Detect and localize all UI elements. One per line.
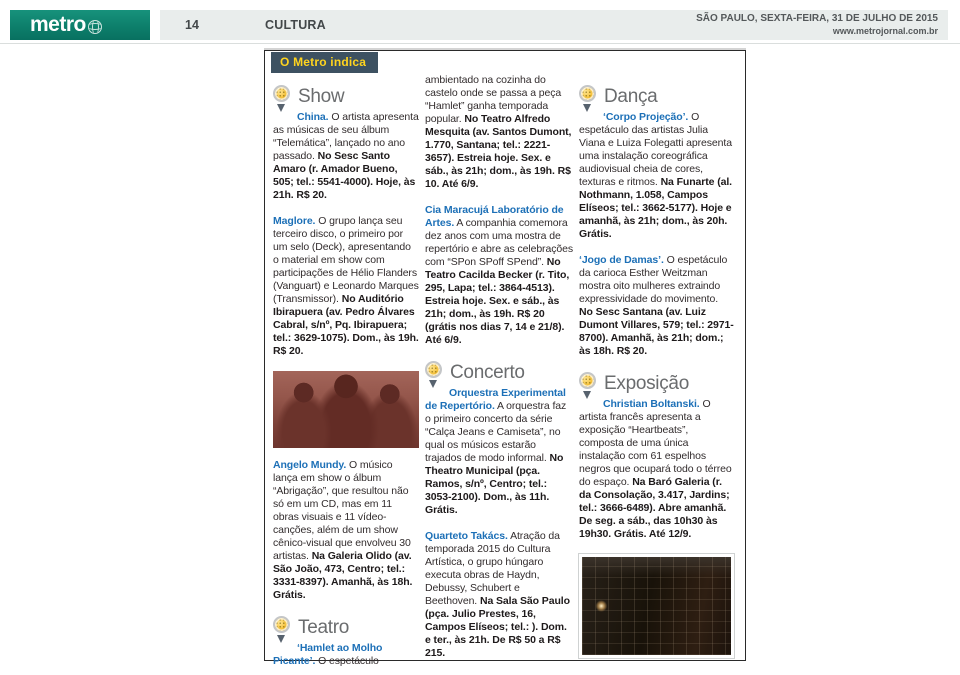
listing-lead: Quarteto Takács. xyxy=(425,530,508,542)
angelo-mundy-band-photo xyxy=(273,371,419,448)
metro-logo xyxy=(10,10,150,40)
listing-angelo-mundy xyxy=(273,459,419,602)
edition-date: SÃO PAULO, SEXTA-FEIRA, 31 DE JULHO DE 2015 xyxy=(696,13,938,24)
balloon-pin-icon xyxy=(273,616,293,644)
balloon-ball-icon xyxy=(425,361,442,378)
header-bar xyxy=(160,10,948,40)
listing-venue: No Auditório Ibirapuera (av. Pedro Álvares Cabral, s/nº, Pq. Ibirapuera; tel.: 3629-1075). Dom., às 19h. R$ 20. xyxy=(273,293,419,357)
section-heading-concerto xyxy=(425,360,574,386)
listing-lead: China. xyxy=(297,111,329,123)
listing-venue: No Theatro Municipal (pça. Ramos, s/nº, Centro; tel.: 3053-2100). Dom., às 11h. Grátis. xyxy=(425,452,564,516)
listing-body: O artista francês apresenta a exposição “Heartbeats”, composta de uma única instalação com 61 espelhos negros que ocupará todo o térreo do espaço. xyxy=(579,398,732,488)
section-title-concerto: Concerto xyxy=(450,362,525,383)
section-label-cultura: CULTURA xyxy=(265,18,326,32)
listing-lead: ‘Corpo Projeção’. xyxy=(603,111,689,123)
listing-body: O espetáculo xyxy=(318,655,379,667)
listing-lead: ‘Jogo de Damas’. xyxy=(579,254,664,266)
boltanski-exhibition-photo xyxy=(579,554,734,658)
indica-tag-regular: indica xyxy=(330,55,367,69)
listing-venue: No Sesc Santana (av. Luiz Dumont Villares, 579; tel.: 2971-8700). Amanhã, às 21h; dom.; às 18h. R$ 20. xyxy=(579,306,734,357)
listing-body: O espetáculo da carioca Esther Weitzman mostra oito mulheres extraindo expressividade do movimento. xyxy=(579,254,728,305)
indica-tag xyxy=(271,52,378,73)
listing-maglore xyxy=(273,215,419,358)
listing-cia-maracuja xyxy=(425,204,574,347)
listing-lead: Christian Boltanski. xyxy=(603,398,700,410)
listing-corpo-projecao xyxy=(579,111,734,241)
listing-venue: No Sesc Santo Amaro (r. Amador Bueno, 505; tel.: 5541-4000). Hoje, às 21h. R$ 20. xyxy=(273,150,416,201)
metro-indica-article-box xyxy=(264,50,746,667)
listing-hamlet-continuation xyxy=(425,74,574,191)
listing-lead: Orquestra Experimental de Repertório. xyxy=(425,387,566,412)
listing-body: Atração da temporada 2015 do Cultura Artística, o grupo húngaro executa obras de Haydn, Debussy, Schubert e Beethoven. xyxy=(425,530,560,607)
listing-venue: No Teatro Cacilda Becker (r. Tito, 295, Lapa; tel.: 3864-4513). Estreia hoje. Sex. e sáb., às 21h; dom., às 19h. R$ 20 (grátis nos dias 7, 14 e 21/8). Até 6/9. xyxy=(425,256,570,346)
balloon-tip-icon xyxy=(583,391,591,399)
balloon-ball-icon xyxy=(273,85,290,102)
listing-body: O grupo lança seu terceiro disco, o primeiro por um selo (Deck), apresentando o material em show com participações de Hélio Flanders (Vanguart) e Leonardo Marques (Transmissor). xyxy=(273,215,419,305)
balloon-pin-icon xyxy=(273,85,293,113)
balloon-pin-icon xyxy=(579,372,599,400)
section-title-show: Show xyxy=(298,86,345,107)
listing-venue: Na Baró Galeria (r. da Consolação, 3.417, Jardins; tel.: 3666-6489). Abre amanhã. De seg. a sáb., das 10h30 às 19h30. Grátis. Até 12/9. xyxy=(579,476,730,540)
section-heading-exposicao xyxy=(579,371,734,397)
section-heading-show xyxy=(273,84,419,110)
balloon-pin-icon xyxy=(579,85,599,113)
globe-icon xyxy=(88,20,102,34)
listing-body: A orquestra faz o primeiro concerto da série “Calça Jeans e Camiseta”, no qual os músicos estarão trajados de modo informal. xyxy=(425,400,567,464)
column-3 xyxy=(579,84,734,658)
listing-hamlet-start xyxy=(273,642,419,668)
balloon-ball-icon xyxy=(273,616,290,633)
listing-quarteto-takacs xyxy=(425,530,574,660)
listing-body: O espetáculo das artistas Julia Viana e Luiza Folegatti apresenta uma instalação coreográfica audiovisual cheia de cores, texturas e ritmos. xyxy=(579,111,732,188)
listing-lead: Cia Maracujá Laboratório de Artes. xyxy=(425,204,564,229)
listing-boltanski xyxy=(579,398,734,541)
listing-venue: No Teatro Alfredo Mesquita (av. Santos Dumont, 1.770, Santana; tel.: 2221-3657). Estreia hoje. Sex. e sáb., às 21h; dom., às 19h. R$ 10. Até 6/9. xyxy=(425,113,572,190)
page-number: 14 xyxy=(185,18,199,32)
balloon-ball-icon xyxy=(579,372,596,389)
column-1 xyxy=(273,84,419,675)
listing-lead: ‘Hamlet ao Molho Picante’. xyxy=(273,642,383,667)
section-heading-danca xyxy=(579,84,734,110)
section-heading-teatro xyxy=(273,615,419,641)
section-title-exposicao: Exposição xyxy=(604,373,689,394)
listing-jogo-de-damas xyxy=(579,254,734,358)
listing-venue: Na Galeria Olido (av. São João, 473, Centro; tel.: 3331-8397). Amanhã, às 18h. Grátis. xyxy=(273,550,413,601)
balloon-tip-icon xyxy=(429,380,437,388)
listing-venue: Na Sala São Paulo (pça. Julio Prestes, 16, Campos Elíseos; tel.: ). Dom. e ter., às 21h. De R$ 50 a R$ 215. xyxy=(425,595,570,659)
listing-lead: Maglore. xyxy=(273,215,316,227)
listing-body: O músico lança em show o álbum “Abrigação”, que resultou não só em um CD, mas em 11 obras visuais e 11 vídeo-canções, além de um show cênico-visual que envolveu 30 artistas. xyxy=(273,459,411,562)
balloon-ball-icon xyxy=(579,85,596,102)
listing-venue: Na Funarte (al. Nothmann, 1.058, Campos Elíseos; tel.: 3662-5177). Hoje e amanhã, às 21h; dom., às 20h. Grátis. xyxy=(579,176,732,240)
balloon-tip-icon xyxy=(277,635,285,643)
column-2 xyxy=(425,74,574,673)
listing-lead: Angelo Mundy. xyxy=(273,459,347,471)
section-title-danca: Dança xyxy=(604,86,658,107)
listing-orquestra xyxy=(425,387,574,517)
section-title-teatro: Teatro xyxy=(298,617,350,638)
balloon-pin-icon xyxy=(425,361,445,389)
balloon-tip-icon xyxy=(277,104,285,112)
listing-body: A companhia comemora dez anos com uma mostra de repertório e abre as celebrações com “SPon SPoff SPend”. xyxy=(425,217,573,268)
listing-body: O artista apresenta as músicas de seu álbum “Telemática”, lançado no ano passado. xyxy=(273,111,419,162)
website-url: www.metrojornal.com.br xyxy=(832,26,938,36)
indica-tag-bold: O Metro xyxy=(280,55,327,69)
metro-logo-text: metro xyxy=(30,13,86,36)
listing-china xyxy=(273,111,419,202)
balloon-tip-icon xyxy=(583,104,591,112)
listing-body: ambientado na cozinha do castelo onde se passa a peça “Hamlet” ganha temporada popular. xyxy=(425,74,562,125)
header-divider xyxy=(0,43,960,44)
header-right-block xyxy=(696,13,938,37)
